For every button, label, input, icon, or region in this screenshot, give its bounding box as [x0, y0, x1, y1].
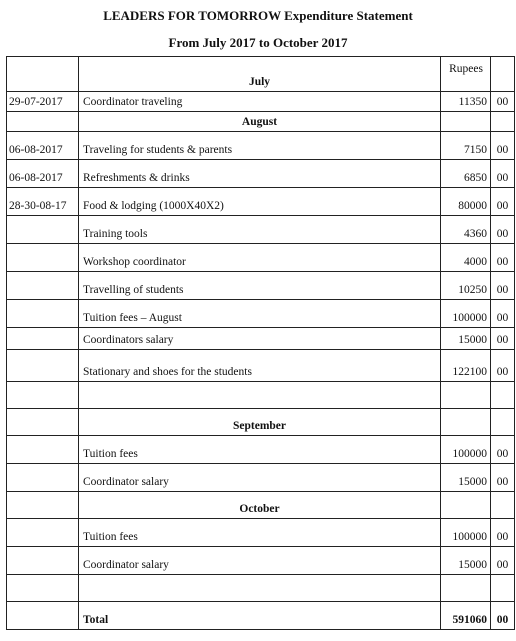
month-label: August: [79, 111, 441, 131]
expenditure-table-body: [7, 56, 515, 629]
expense-paise: 00: [491, 546, 515, 574]
expense-description: Food & lodging (1000X40X2): [79, 187, 441, 215]
expense-row: [7, 91, 515, 111]
expense-description: Refreshments & drinks: [79, 159, 441, 187]
expense-date: [7, 463, 79, 491]
expense-date: [7, 408, 79, 435]
total-paise: 00: [491, 601, 515, 629]
amount-column-header: Rupees: [441, 56, 491, 91]
expense-row: [7, 518, 515, 546]
expense-row: [7, 299, 515, 327]
expense-description: [79, 574, 441, 601]
expense-paise: [491, 574, 515, 601]
expense-paise: [491, 381, 515, 408]
expense-row: [7, 271, 515, 299]
expense-row: [7, 463, 515, 491]
month-label: September: [79, 408, 441, 435]
expense-amount: [441, 491, 491, 518]
expense-date: [7, 546, 79, 574]
expense-date: [7, 491, 79, 518]
expense-amount: 7150: [441, 131, 491, 159]
expense-paise: 00: [491, 243, 515, 271]
expense-amount: 100000: [441, 518, 491, 546]
expense-paise: 00: [491, 463, 515, 491]
expense-date: [7, 601, 79, 629]
month-header-row: [7, 491, 515, 518]
expense-amount: 15000: [441, 327, 491, 349]
expense-amount: 15000: [441, 463, 491, 491]
expense-description: Tuition fees: [79, 435, 441, 463]
expense-amount: 4360: [441, 215, 491, 243]
expense-paise: [491, 491, 515, 518]
expense-paise: [491, 111, 515, 131]
expense-description: Coordinator salary: [79, 546, 441, 574]
expense-date: [7, 349, 79, 381]
expense-date: [7, 327, 79, 349]
month-label: October: [79, 491, 441, 518]
expense-date: 28-30-08-17: [7, 187, 79, 215]
expenditure-table: [6, 56, 515, 630]
expense-amount: 11350: [441, 91, 491, 111]
total-amount: 591060: [441, 601, 491, 629]
expense-paise: 00: [491, 349, 515, 381]
expense-paise: [491, 56, 515, 91]
expense-row: [7, 546, 515, 574]
expense-amount: 100000: [441, 299, 491, 327]
expense-description: Coordinator traveling: [79, 91, 441, 111]
month-header-row: [7, 408, 515, 435]
expense-description: Workshop coordinator: [79, 243, 441, 271]
expense-description: Stationary and shoes for the students: [79, 349, 441, 381]
expense-date: [7, 111, 79, 131]
month-header-row: [7, 56, 515, 91]
expense-date: [7, 299, 79, 327]
expense-amount: 80000: [441, 187, 491, 215]
expense-date: [7, 518, 79, 546]
month-label: July: [79, 56, 441, 91]
expense-amount: [441, 381, 491, 408]
expense-paise: 00: [491, 327, 515, 349]
expense-description: [79, 381, 441, 408]
expense-amount: [441, 111, 491, 131]
expense-paise: 00: [491, 187, 515, 215]
expense-row: [7, 327, 515, 349]
expense-amount: 4000: [441, 243, 491, 271]
expense-description: Coordinators salary: [79, 327, 441, 349]
expense-paise: 00: [491, 435, 515, 463]
expense-description: Traveling for students & parents: [79, 131, 441, 159]
expense-description: Training tools: [79, 215, 441, 243]
expense-amount: [441, 574, 491, 601]
expense-date: 06-08-2017: [7, 131, 79, 159]
expense-description: Coordinator salary: [79, 463, 441, 491]
expense-row: [7, 215, 515, 243]
expense-date: 06-08-2017: [7, 159, 79, 187]
expense-date: 29-07-2017: [7, 91, 79, 111]
expense-amount: 15000: [441, 546, 491, 574]
expense-paise: 00: [491, 299, 515, 327]
expense-description: Tuition fees: [79, 518, 441, 546]
statement-period: From July 2017 to October 2017: [168, 35, 348, 50]
blank-row: [7, 574, 515, 601]
expense-date: [7, 435, 79, 463]
expense-row: [7, 243, 515, 271]
expense-description: Tuition fees – August: [79, 299, 441, 327]
expense-date: [7, 574, 79, 601]
total-row: [7, 601, 515, 629]
expense-date: [7, 271, 79, 299]
total-label: Total: [79, 601, 441, 629]
expense-paise: [491, 408, 515, 435]
expense-date: [7, 215, 79, 243]
expense-paise: 00: [491, 271, 515, 299]
expense-paise: 00: [491, 215, 515, 243]
expense-amount: 6850: [441, 159, 491, 187]
expense-row: [7, 159, 515, 187]
blank-row: [7, 381, 515, 408]
expense-row: [7, 349, 515, 381]
expense-description: Travelling of students: [79, 271, 441, 299]
statement-title: LEADERS FOR TOMORROW Expenditure Statement: [103, 8, 413, 23]
expense-amount: 10250: [441, 271, 491, 299]
expense-paise: 00: [491, 91, 515, 111]
month-header-row: [7, 111, 515, 131]
expense-paise: 00: [491, 131, 515, 159]
expense-row: [7, 435, 515, 463]
expense-row: [7, 131, 515, 159]
expense-date: [7, 56, 79, 91]
expense-date: [7, 381, 79, 408]
expense-amount: 122100: [441, 349, 491, 381]
expense-date: [7, 243, 79, 271]
expense-amount: 100000: [441, 435, 491, 463]
expense-row: [7, 187, 515, 215]
expense-amount: [441, 408, 491, 435]
expense-paise: 00: [491, 159, 515, 187]
expense-paise: 00: [491, 518, 515, 546]
